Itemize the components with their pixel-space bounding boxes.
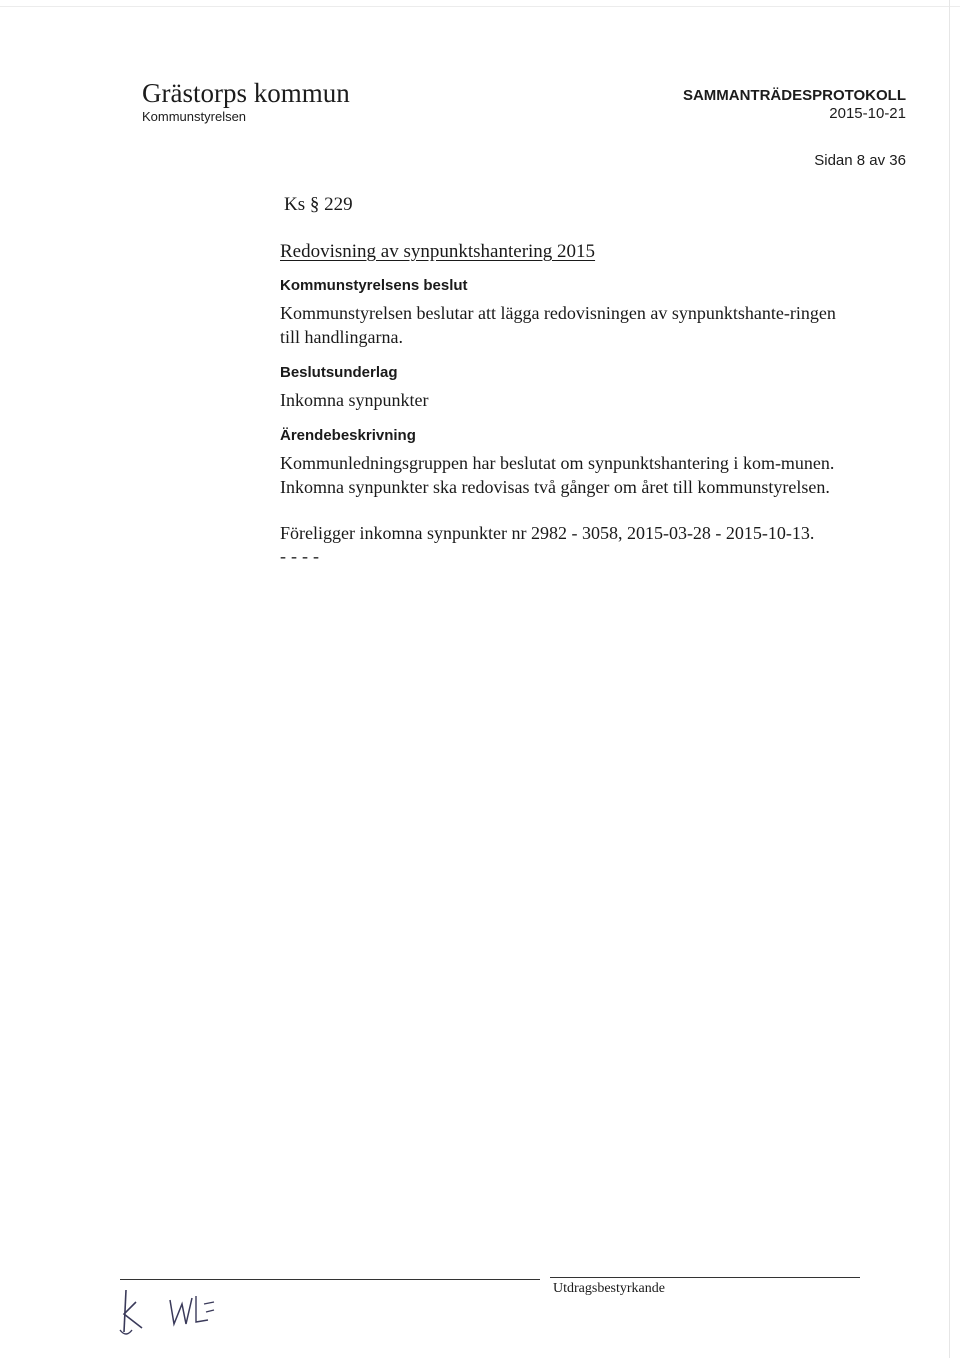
page-edge-right <box>949 0 950 1358</box>
page-number: Sidan 8 av 36 <box>814 152 906 169</box>
section-text-basis: Inkomna synpunkter <box>280 390 429 410</box>
document-body <box>280 240 850 565</box>
section-heading-decision: Kommunstyrelsens beslut <box>280 277 468 294</box>
section-text-decision: Kommunstyrelsen beslutar att lägga redovisningen av synpunktshante-ringen till handlingarna. <box>280 303 836 347</box>
footer-rule-left <box>120 1279 540 1280</box>
item-title: Redovisning av synpunktshantering 2015 <box>280 241 596 262</box>
organization-unit: Kommunstyrelsen <box>142 109 247 124</box>
extract-certification-label: Utdragsbestyrkande <box>553 1281 665 1296</box>
section-heading-description: Ärendebeskrivning <box>280 427 416 444</box>
page-edge-top <box>0 6 960 7</box>
paragraph-number: Ks § 229 <box>284 194 353 215</box>
handwritten-initials <box>112 1282 232 1342</box>
section-text-description: Kommunledningsgruppen har beslutat om synpunktshantering i kom-munen. Inkomna synpunkter ska redovisas två gånger om året till kommunstyrelsen. <box>280 453 835 497</box>
footer-rule-right <box>550 1277 860 1278</box>
section-heading-basis: Beslutsunderlag <box>280 364 398 381</box>
end-marker: ---- <box>280 546 324 566</box>
closing-paragraph: Föreligger inkomna synpunkter nr 2982 - 3058, 2015-03-28 - 2015-10-13. <box>280 523 815 543</box>
document-date: 2015-10-21 <box>829 105 906 122</box>
organization-name: Grästorps kommun <box>142 78 350 108</box>
document-type: SAMMANTRÄDESPROTOKOLL <box>682 87 906 104</box>
